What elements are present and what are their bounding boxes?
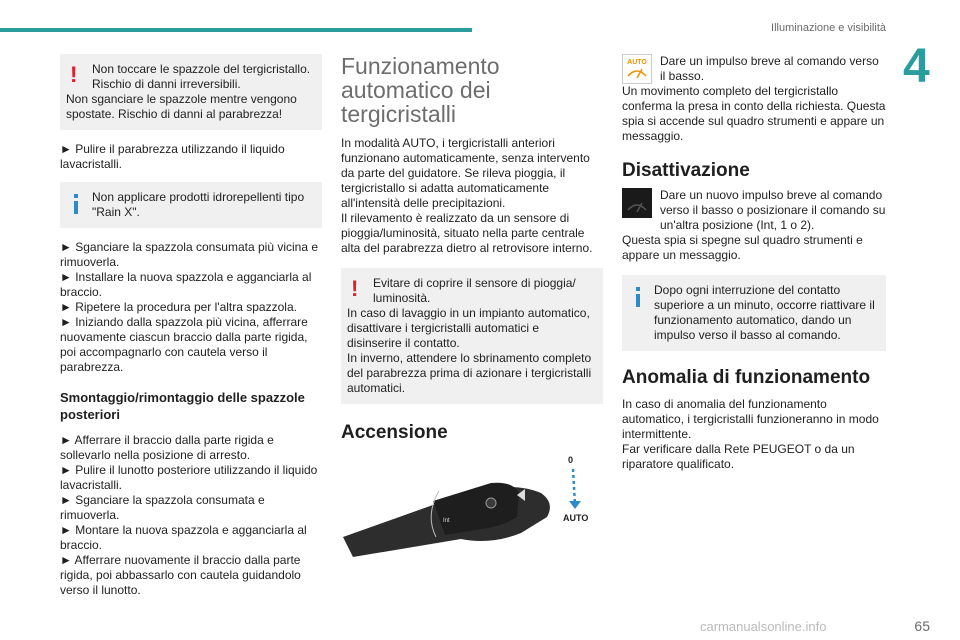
label-int: Int (443, 518, 450, 524)
deactivation-note: Questa spia si spegne sul quadro strumenti e appare un messaggio. (622, 233, 863, 262)
auto-wiper-off-icon (622, 188, 652, 218)
step-text: ► Sganciare la spazzola consumata più vicina e rimuoverla. (60, 240, 319, 269)
steps-list (60, 240, 322, 375)
warning-box-2 (341, 268, 603, 404)
warning-icon: ! (70, 62, 78, 87)
column-2 (341, 54, 603, 444)
deactivation-row (622, 188, 886, 233)
step-text: ► Ripetere la procedura per l'altra spazzola. (60, 300, 297, 314)
fault-text-2: Far verificare dalla Rete PEUGEOT o da un riparatore qualificato. (622, 442, 855, 471)
intro-text: In modalità AUTO, i tergicristalli anteriori funzionano automaticamente, senza intervento da parte del guidatore. Se rileva pioggia, il tergicristallo si adatta automaticamente all'intensità delle precipitazioni. (341, 136, 590, 210)
label-auto: AUTO (563, 513, 589, 523)
info-text: Non applicare prodotti idrorepellenti tipo "Rain X". (92, 190, 305, 219)
warning-text: Evitare di coprire il sensore di pioggia/ luminosità. (373, 276, 576, 305)
step-text: ► Montare la nuova spazzola e agganciarla al braccio. (60, 523, 307, 552)
info-box-1 (60, 182, 322, 228)
heading-accensione: Accensione (341, 422, 448, 443)
info-icon (74, 194, 78, 214)
section-title: Illuminazione e visibilità (771, 22, 886, 34)
rear-wiper-heading: Smontaggio/rimontaggio delle spazzole posteriori (60, 390, 305, 422)
step-text: ► Sganciare la spazzola consumata e rimuoverla. (60, 493, 265, 522)
sensor-text: Il rilevamento è realizzato da un sensore di pioggia/luminosità, situato nella parte centrale alta del parabrezza dietro al retrovisore interno. (341, 211, 593, 255)
info-icon (636, 287, 640, 307)
heading-disattivazione: Disattivazione (622, 160, 750, 181)
section-heading-auto-wipers: Funzionamento automatico dei tergicristalli (341, 53, 500, 127)
page-number: 65 (914, 618, 930, 634)
fault-text: In caso di anomalia del funzionamento automatico, i tergicristalli funzioneranno in modo intermittente. (622, 397, 879, 441)
warning-text: In caso di lavaggio in un impianto automatico, disattivare i tergicristalli automatici e disinserire il contatto. (347, 306, 590, 350)
header-accent-bar (0, 28, 472, 32)
chapter-number: 4 (903, 40, 930, 93)
activation-row (622, 54, 886, 84)
warning-text: Rischio di danni irreversibili. (92, 77, 241, 91)
warning-icon: ! (351, 276, 359, 301)
warning-text: In inverno, attendere lo sbrinamento completo del parabrezza prima di azionare i tergicristalli automatici. (347, 351, 592, 395)
auto-wiper-icon (622, 54, 652, 84)
step-text: ► Afferrare il braccio dalla parte rigida e sollevarlo nella posizione di arresto. (60, 433, 274, 462)
label-o: 0 (568, 455, 574, 465)
info-text: Dopo ogni interruzione del contatto superiore a un minuto, occorre riattivare il funzionamento automatico, dando un impulso verso il basso al comando. (654, 283, 875, 342)
step-text: ► Iniziando dalla spazzola più vicina, afferrare nuovamente ciascun braccio dalla parte rigida, poi accompagnarlo con cautela verso il parabrezza. (60, 315, 308, 374)
rear-steps-list (60, 433, 322, 598)
wiper-stalk-illustration (341, 455, 603, 560)
warning-text: Non sganciare le spazzole mentre vengono spostate. Rischio di danni al parabrezza! (66, 92, 297, 121)
activation-note: Un movimento completo del tergicristallo conferma la presa in conto della richiesta. Questa spia si accende sul quadro strumenti e appare un messaggio. (622, 84, 886, 143)
step-text: ► Afferrare nuovamente il braccio dalla parte rigida, poi abbassarlo con cautela guidandolo verso il lunotto. (60, 553, 301, 597)
deactivation-text: Dare un nuovo impulso breve al comando verso il basso o posizionare il comando su un'altra posizione (Int, 1 o 2). (660, 188, 886, 232)
warning-text: Non toccare le spazzole del tergicristallo. (92, 62, 311, 76)
heading-anomalia: Anomalia di funzionamento (622, 367, 871, 388)
step-text: ► Pulire il lunotto posteriore utilizzando il liquido lavacristalli. (60, 463, 318, 492)
step-text: ► Installare la nuova spazzola e agganciarla al braccio. (60, 270, 312, 299)
warning-box-1 (60, 54, 322, 130)
auto-icon-label: AUTO (627, 59, 647, 66)
activation-text: Dare un impulso breve al comando verso il basso. (660, 54, 879, 83)
column-1 (60, 54, 322, 598)
watermark: carmanualsonline.info (700, 619, 827, 634)
step-text: ► Pulire il parabrezza utilizzando il liquido lavacristalli. (60, 142, 285, 171)
info-box-2 (622, 275, 886, 351)
column-3 (622, 54, 886, 472)
